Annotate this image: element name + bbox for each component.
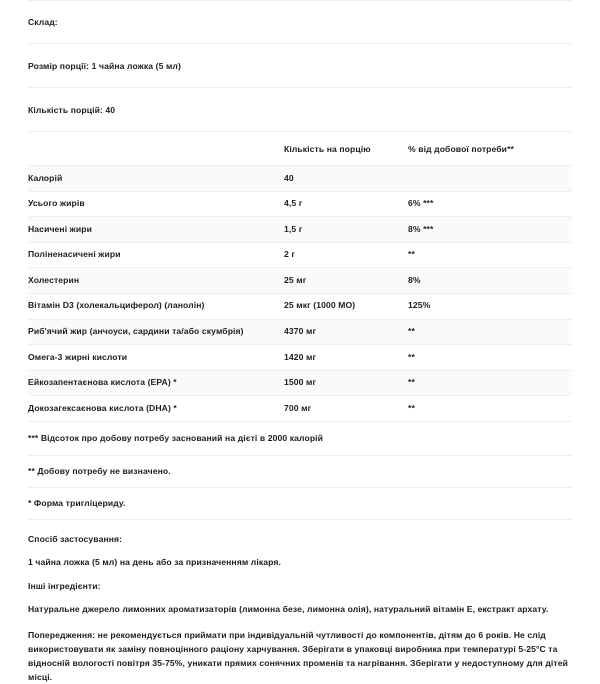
nutrient-name: Риб'ячий жир (анчоуси, сардини та/або скумбрія) bbox=[28, 326, 244, 337]
nutrient-amount: 40 bbox=[284, 172, 294, 183]
footnote-text: * Форма тригліцериду. bbox=[28, 498, 126, 509]
table-row bbox=[28, 242, 572, 268]
nutrient-daily-value: ** bbox=[408, 402, 415, 413]
footnotes-section bbox=[0, 422, 600, 520]
footnote-text: ** Добову потребу не визначено. bbox=[28, 466, 171, 477]
other-ingredients-text: Натуральне джерело лимонних ароматизаторів (лимонна безе, лимонна олія), натуральний вітамін Е, екстракт архату. bbox=[28, 604, 549, 615]
nutrient-daily-value bbox=[408, 166, 572, 192]
footnote-triple-asterisk bbox=[28, 422, 572, 456]
nutrient-name: Докозагексаєнова кислота (DHA) * bbox=[28, 402, 177, 413]
usage-text: 1 чайна ложка (5 мл) на день або за призначенням лікаря. bbox=[28, 557, 281, 568]
footnote-single-asterisk bbox=[28, 488, 572, 520]
table-row bbox=[28, 217, 572, 243]
nutrient-daily-value: 125% bbox=[408, 300, 431, 311]
nutrient-daily-value: ** bbox=[408, 377, 415, 388]
info-row-serving-size bbox=[28, 44, 572, 88]
info-row-label: Склад: bbox=[28, 17, 58, 27]
other-ingredients-heading: Інші інгредієнти: bbox=[28, 580, 101, 591]
nutrient-amount: 4370 мг bbox=[284, 326, 317, 337]
table-row bbox=[28, 293, 572, 319]
table-row bbox=[28, 319, 572, 345]
nutrient-amount: 700 мг bbox=[284, 402, 312, 413]
table-row bbox=[28, 166, 572, 192]
column-header-daily-value: % від добової потреби** bbox=[408, 144, 514, 154]
info-row-composition bbox=[28, 0, 572, 44]
footnote-double-asterisk bbox=[28, 456, 572, 488]
nutrient-name: Калорій bbox=[28, 172, 63, 183]
column-header-amount: Кількість на порцію bbox=[284, 144, 371, 154]
nutrient-amount: 1,5 г bbox=[284, 223, 303, 234]
product-info-block bbox=[0, 0, 600, 132]
nutrient-daily-value: 8% bbox=[408, 274, 421, 285]
column-header-name bbox=[28, 132, 284, 166]
info-row-servings-per-container bbox=[28, 88, 572, 132]
usage-heading: Спосіб застосування: bbox=[28, 533, 123, 544]
nutrition-facts-section bbox=[0, 132, 600, 422]
info-row-label: Кількість порцій: 40 bbox=[28, 104, 116, 115]
nutrient-name: Поліненасичені жири bbox=[28, 249, 121, 260]
nutrient-amount: 2 г bbox=[284, 249, 296, 260]
table-body bbox=[28, 166, 572, 422]
table-row bbox=[28, 370, 572, 396]
nutrient-daily-value: ** bbox=[408, 326, 415, 337]
directions-section bbox=[0, 533, 600, 684]
nutrient-name: Насичені жири bbox=[28, 223, 92, 234]
nutrition-facts-table bbox=[28, 132, 572, 422]
table-header-row bbox=[28, 132, 572, 166]
nutrient-amount: 25 мг bbox=[284, 274, 307, 285]
nutrient-amount: 4,5 г bbox=[284, 198, 303, 209]
footnote-text: *** Відсоток про добову потребу заснований на дієті в 2000 калорій bbox=[28, 433, 324, 444]
nutrient-name: Ейкозапентаєнова кислота (EPA) * bbox=[28, 377, 177, 388]
info-row-label: Розмір порції: 1 чайна ложка (5 мл) bbox=[28, 60, 181, 71]
warning-text: Попередження: не рекомендується приймати при індивідуальній чутливості до компонентів, дітям до 6 років. Не слід використовувати як заміну повноцінного раціону харчування. Зберігати в упаковці виробника при температурі 5-25°C та відносній вологості повітря 35-75%, уникати прямих сонячних променів та нагрівання. Зберігати у недоступному для дітей місці. bbox=[28, 629, 568, 682]
nutrient-amount: 1500 мг bbox=[284, 377, 317, 388]
table-row bbox=[28, 191, 572, 217]
nutrient-daily-value: ** bbox=[408, 249, 415, 260]
nutrient-daily-value: ** bbox=[408, 351, 415, 362]
nutrient-name: Усього жирів bbox=[28, 198, 85, 209]
nutrient-daily-value: 8% *** bbox=[408, 223, 434, 234]
nutrient-daily-value: 6% *** bbox=[408, 198, 434, 209]
nutrient-amount: 25 мкг (1000 МО) bbox=[284, 300, 356, 311]
nutrient-name: Вітамін D3 (холекальциферол) (ланолін) bbox=[28, 300, 205, 311]
table-row bbox=[28, 268, 572, 294]
table-row bbox=[28, 396, 572, 422]
table-header bbox=[28, 132, 572, 166]
nutrient-amount: 1420 мг bbox=[284, 351, 317, 362]
nutrient-name: Омега-3 жирні кислоти bbox=[28, 351, 128, 362]
nutrient-name: Холестерин bbox=[28, 274, 80, 285]
table-row bbox=[28, 345, 572, 371]
